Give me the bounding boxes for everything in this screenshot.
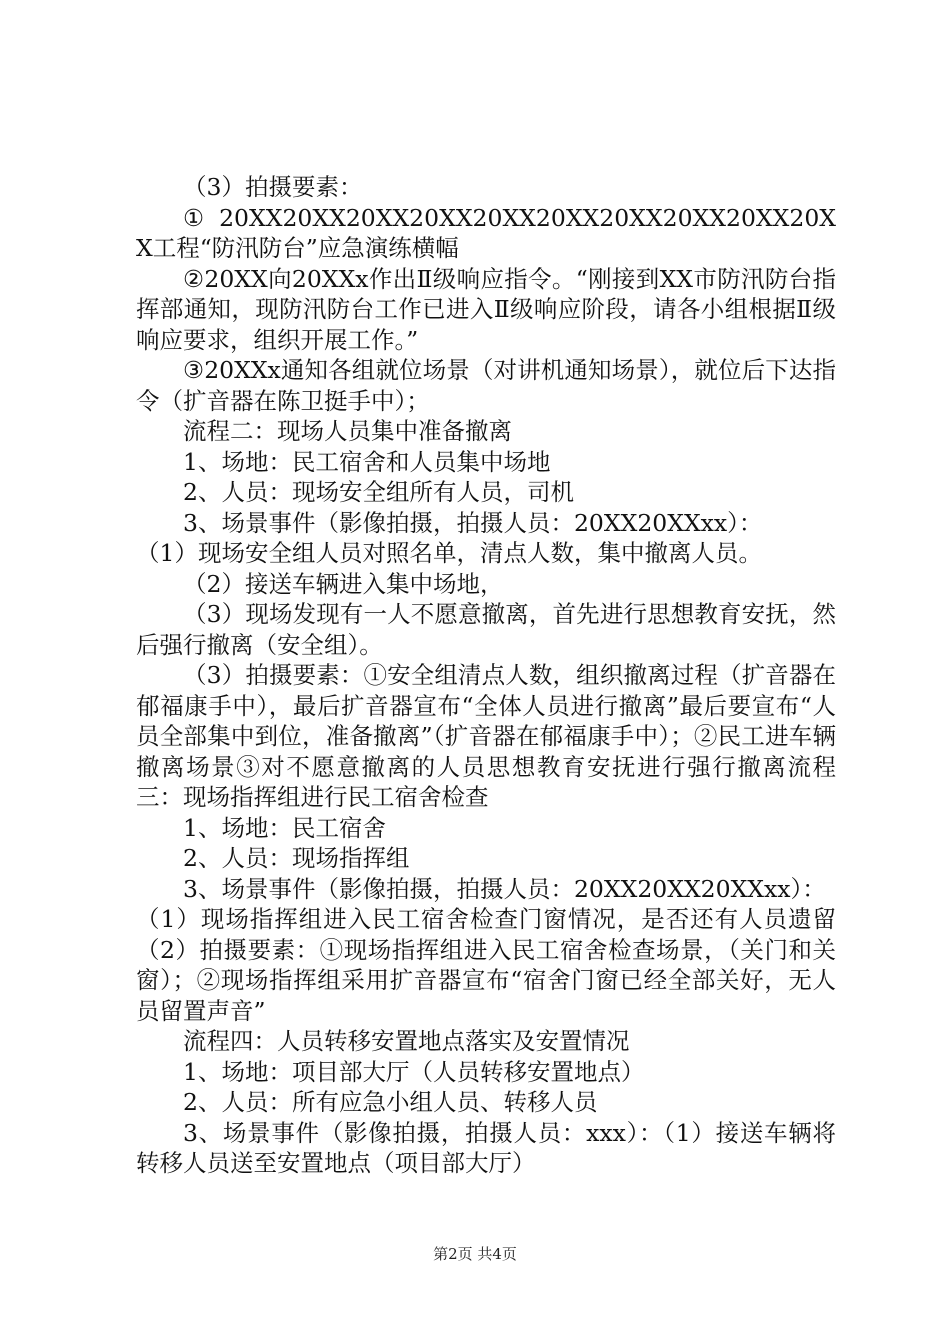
paragraph: 1、场地：民工宿舍 [183, 813, 386, 842]
page-footer [0, 1245, 950, 1263]
paragraph: ①20XX20XX20XX20XX20XX20XX20XX20XX20XX20XX工程“防汛防台”应急演练横幅 [136, 203, 836, 262]
paragraph: 3、场景事件（影像拍摄，拍摄人员：20XX20XX20XXxx）： [183, 874, 826, 903]
paragraph: 2、人员：现场指挥组 [183, 844, 410, 872]
paragraph: （3）拍摄要素：①安全组清点人数，组织撤离过程（扩音器在郁福康手中），最后扩音器宣布“全体人员进行撤离”最后要宣布“人员全部集中到位，准备撤离”（扩音器在郁福康手中）；②民工进车辆撤离场景③对不愿意撤离的人员思想教育安抚进行强行撤离流程三：现场指挥组进行民工宿舍检查 [136, 661, 836, 811]
section-heading: 流程四：人员转移安置地点落实及安置情况 [183, 1027, 630, 1055]
paragraph: （3）现场发现有一人不愿意撤离，首先进行思想教育安抚，然后强行撤离（安全组）。 [136, 600, 836, 659]
paragraph: ②20XX向20XXx作出Ⅱ级响应指令。“刚接到XX市防汛防台指挥部通知，现防汛防台工作已进入Ⅱ级响应阶段，请各小组根据Ⅱ级响应要求，组织开展工作。” [136, 264, 836, 354]
paragraph: 3、场景事件（影像拍摄，拍摄人员：20XX20XXxx）： [183, 508, 763, 537]
section-heading: 流程二：现场人员集中准备撤离 [183, 417, 512, 445]
paragraph: （1）现场安全组人员对照名单，清点人数，集中撤离人员。 [136, 539, 762, 567]
paragraph: 1、场地：项目部大厅（人员转移安置地点） [183, 1057, 645, 1086]
document-body [136, 172, 836, 1179]
paragraph: （3）拍摄要素： [183, 173, 363, 201]
paragraph: 3、场景事件（影像拍摄，拍摄人员：xxx）：（1）接送车辆将转移人员送至安置地点（项目部大厅） [136, 1118, 836, 1177]
paragraph: ③20XXx通知各组就位场景（对讲机通知场景），就位后下达指令（扩音器在陈卫挺手中）； [136, 356, 836, 415]
paragraph: 2、人员：所有应急小组人员、转移人员 [183, 1088, 598, 1116]
paragraph: （2）接送车辆进入集中场地， [183, 569, 504, 598]
paragraph: 1、场地：民工宿舍和人员集中场地 [183, 447, 551, 476]
page-number: 第2页 共4页 [433, 1245, 517, 1263]
paragraph: 2、人员：现场安全组所有人员，司机 [183, 478, 574, 506]
paragraph: （1）现场指挥组进入民工宿舍检查门窗情况，是否还有人员遗留（2）拍摄要素：①现场指挥组进入民工宿舍检查场景，（关门和关窗）；②现场指挥组采用扩音器宣布“宿舍门窗已经全部关好，无人员留置声音” [136, 905, 836, 1025]
